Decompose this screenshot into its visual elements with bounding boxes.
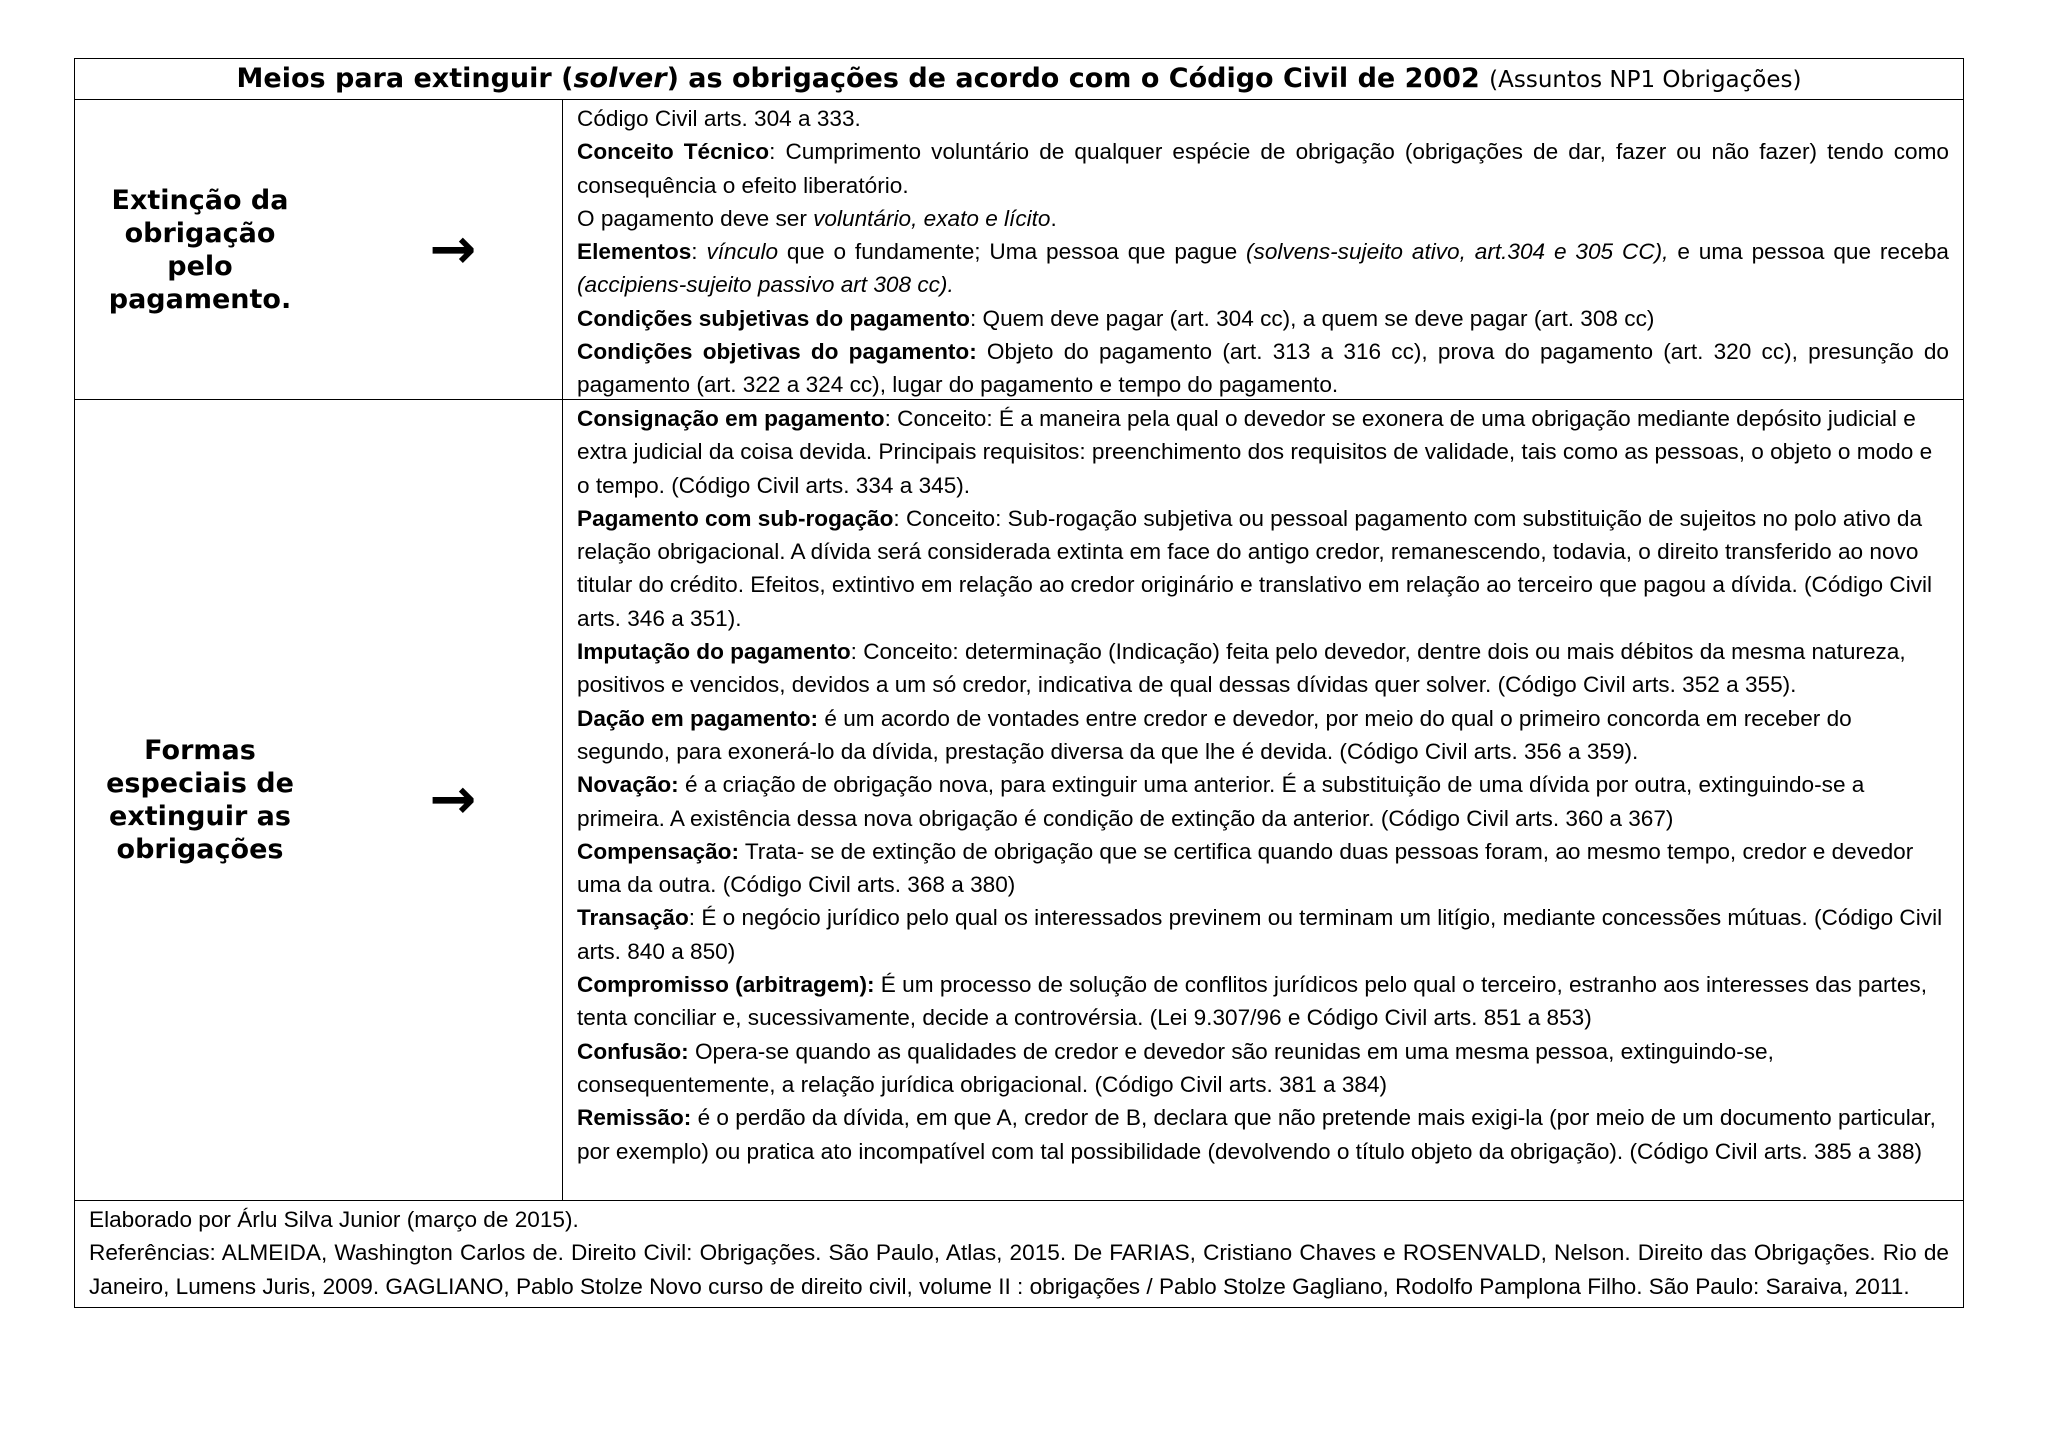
- right-arrow-icon: →: [429, 767, 477, 832]
- item-text: é a criação de obrigação nova, para extinguir uma anterior. É a substituição de uma dívida por outra, extinguindo-se a primeira. A existência dessa nova obrigação é condição de extinção da anterior. (Código Civil arts. 360 a 367): [577, 772, 1865, 831]
- subjetivas-text: : Quem deve pagar (art. 304 cc), a quem se deve pagar (art. 308 cc): [969, 305, 1655, 331]
- item-text: Opera-se quando as qualidades de credor e devedor são reunidas em uma mesma pessoa, extinguindo-se, consequentemente, a relação jurídica obrigacional. (Código Civil arts. 381 a 384): [577, 1038, 1774, 1097]
- elementos-text: vínculo: [706, 239, 779, 265]
- item-text: : Conceito: determinação (Indicação) feita pelo devedor, dentre dois ou mais débitos da mesma natureza, positivos e vencidos, devidos a um só credor, indicativa de qual dessas dívidas quer solver. (Código Civil arts. 352 a 355).: [577, 639, 1906, 698]
- title-subtitle: (Assuntos NP1 Obrigações): [1489, 67, 1802, 93]
- label-line: pelo: [167, 250, 233, 282]
- item-text: é o perdão da dívida, em que A, credor de B, declara que não pretende mais exigi-la (por meio de um documento particular, por exemplo) ou pratica ato incompatível com tal possibilidade (devolvendo o título objeto da obrigação). (Código Civil arts. 385 a 388): [577, 1105, 1936, 1164]
- elementos-text: (solvens-sujeito ativo, art.304 e 305 CC),: [1246, 239, 1669, 265]
- item-text: É um processo de solução de conflitos jurídicos pelo qual o terceiro, estranho aos interesses das partes, tenta conciliar e, sucessivamente, decide a controvérsia. (Lei 9.307/96 e Código Civil arts. 851 a 853): [577, 972, 1927, 1031]
- item-label: Confusão:: [577, 1038, 689, 1064]
- conceito-paragraph: [577, 135, 1949, 202]
- section-special-forms: [75, 400, 1963, 1201]
- footer-author: Elaborado por Árlu Silva Junior (março de 2015).: [89, 1207, 579, 1232]
- table-title: [75, 59, 1963, 100]
- list-item: [577, 402, 1949, 502]
- section-special-label: [75, 734, 325, 866]
- label-line: especiais de: [106, 768, 294, 799]
- item-label: Transação: [577, 905, 689, 931]
- item-text: : Conceito: Sub-rogação subjetiva ou pessoal pagamento com substituição de sujeitos no polo ativo da relação obrigacional. A dívida será considerada extinta em face do antigo credor, remanescendo, todavia, o direito transferido ao novo titular do crédito. Efeitos, extintivo em relação ao credor originário e translativo em relação ao terceiro que pagou a dívida. (Código Civil arts. 346 a 351).: [577, 505, 1933, 631]
- elementos-text: :: [691, 239, 707, 265]
- title-prefix: Meios para extinguir (: [236, 63, 574, 94]
- section-special-content: [563, 400, 1963, 1200]
- objetivas-paragraph: [577, 335, 1949, 402]
- elementos-paragraph: [577, 235, 1949, 302]
- list-item: [577, 702, 1949, 769]
- list-item: [577, 901, 1949, 968]
- label-line: extinguir as: [109, 801, 291, 832]
- section-payment-label-cell: [75, 100, 563, 399]
- elementos-label: Elementos: [577, 239, 692, 265]
- pagamento-prefix: O pagamento deve ser: [577, 205, 814, 231]
- pagamento-emphasis: voluntário, exato e lícito: [813, 205, 1051, 231]
- item-text: Trata- se de extinção de obrigação que se certifica quando duas pessoas foram, ao mesmo tempo, credor e devedor uma da outra. (Código Civil arts. 368 a 380): [577, 838, 1914, 898]
- list-item: [577, 835, 1949, 902]
- item-label: Consignação em pagamento: [577, 406, 885, 431]
- item-label: Remissão:: [577, 1105, 698, 1131]
- elementos-text: e uma pessoa que receba: [1668, 239, 1949, 265]
- item-label: Dação em pagamento:: [577, 705, 819, 731]
- section-payment-content: [563, 100, 1963, 399]
- section-payment-label: [75, 184, 325, 316]
- section-special-label-cell: [75, 400, 563, 1200]
- list-item: [577, 768, 1949, 835]
- item-text: : É o negócio jurídico pelo qual os interessados previnem ou terminam um litígio, mediante concessões mútuas. (Código Civil arts. 840 a 850): [577, 905, 1943, 964]
- label-line: obrigações: [116, 834, 284, 865]
- objetivas-text: Objeto do pagamento (art. 313 a 316 cc), prova do pagamento (art. 320 cc), presunção do pagamento (art. 322 a 324 cc), lugar do pagamento e tempo do pagamento.: [577, 339, 1949, 398]
- list-item: [577, 1035, 1949, 1102]
- right-arrow-icon: →: [429, 216, 477, 282]
- item-label: Pagamento com sub-rogação: [577, 505, 894, 531]
- subjetivas-label: Condições subjetivas do pagamento: [577, 305, 970, 331]
- pagamento-suffix: .: [1050, 205, 1057, 231]
- item-label: Compromisso (arbitragem):: [577, 972, 875, 998]
- title-emphasis: solver: [573, 63, 667, 94]
- subjetivas-paragraph: [577, 302, 1949, 335]
- list-item: [577, 1101, 1949, 1168]
- list-item: [577, 502, 1949, 635]
- title-suffix: ) as obrigações de acordo com o Código Civil de 2002: [666, 63, 1480, 94]
- conceito-label: Conceito Técnico: [577, 139, 770, 165]
- elementos-text: que o fundamente; Uma pessoa que pague: [778, 239, 1247, 265]
- item-text: : Conceito: É a maneira pela qual o devedor se exonera de uma obrigação mediante depósito judicial e extra judicial da coisa devida. Principais requisitos: preenchimento dos requisitos de validade, tais como as pessoas, o objeto o modo e o tempo. (Código Civil arts. 334 a 345).: [577, 406, 1933, 498]
- label-line: obrigação: [124, 217, 276, 249]
- objetivas-label: Condições objetivas do pagamento:: [577, 339, 977, 365]
- list-item: [577, 635, 1949, 702]
- item-text: é um acordo de vontades entre credor e devedor, por meio do qual o primeiro concorda em receber do segundo, para exonerá-lo da dívida, prestação diversa da que lhe é devida. (Código Civil arts. 356 a 359).: [577, 705, 1852, 764]
- label-line: Formas: [144, 735, 256, 766]
- label-line: Extinção da: [111, 184, 289, 216]
- elementos-text: (accipiens-sujeito passivo art 308 cc).: [577, 272, 954, 298]
- footer: [75, 1201, 1963, 1307]
- pagamento-paragraph: [577, 202, 1949, 235]
- footer-references: Referências: ALMEIDA, Washington Carlos de. Direito Civil: Obrigações. São Paulo, Atlas, 2015. De FARIAS, Cristiano Chaves e ROSENVALD, Nelson. Direito das Obrigações. Rio de Janeiro, Lumens Juris, 2009. GAGLIANO, Pablo Stolze Novo curso de direito civil, volume II : obrigações / Pablo Stolze Gagliano, Rodolfo Pamplona Filho. São Paulo: Saraiva, 2011.: [89, 1240, 1949, 1299]
- summary-table: [74, 58, 1964, 1308]
- item-label: Compensação:: [577, 838, 739, 864]
- articles-line: Código Civil arts. 304 a 333.: [577, 106, 861, 131]
- item-label: Imputação do pagamento: [577, 639, 851, 665]
- section-payment: [75, 100, 1963, 400]
- label-line: pagamento.: [108, 283, 292, 315]
- conceito-text: : Cumprimento voluntário de qualquer espécie de obrigação (obrigações de dar, fazer ou não fazer) tendo como consequência o efeito liberatório.: [577, 139, 1949, 198]
- list-item: [577, 968, 1949, 1035]
- item-label: Novação:: [577, 772, 679, 798]
